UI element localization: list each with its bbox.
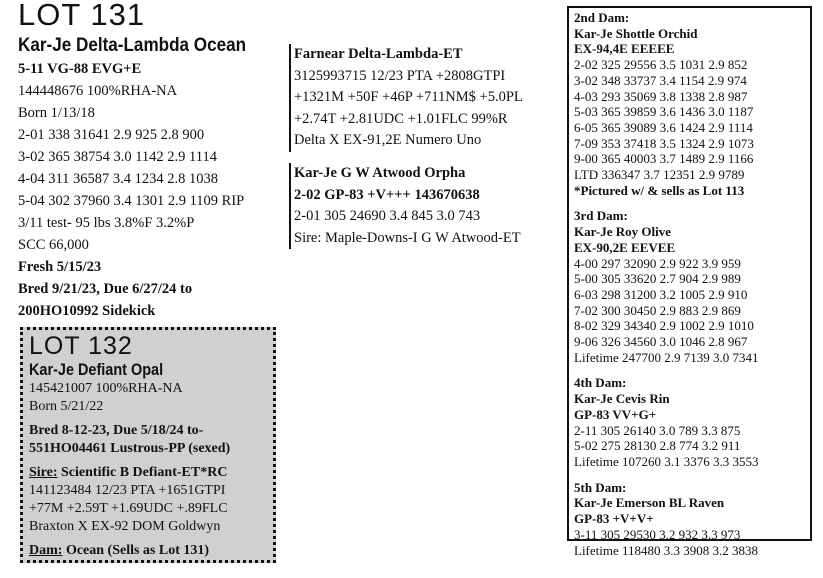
dam2-record: 6-05 365 39089 3.6 1424 2.9 1114: [574, 119, 753, 135]
lot-131-bred: Bred 9/21/23, Due 6/27/24 to: [18, 281, 193, 297]
lot-132-dam-text: Ocean (Sells as Lot 131): [62, 543, 210, 558]
lot-131-test: 3/11 test- 95 lbs 3.8%F 3.2%P: [18, 215, 195, 231]
dam2-record: 2-02 325 29556 3.5 1031 2.9 852: [574, 57, 748, 73]
lot-132-registration: 145421007 100%RHA-NA: [29, 381, 183, 396]
dam2-record: 3-02 348 33737 3.4 1154 2.9 974: [574, 72, 747, 88]
dam5-record: Lifetime 118480 3.3 3908 3.2 3838: [574, 542, 759, 558]
lot-132-sire-name: Scientific B Defiant-ET*RC: [57, 465, 228, 480]
dam-sire: Sire: Maple-Downs-I G W Atwood-ET: [294, 229, 521, 246]
lot-132-sire-line: Braxton X EX-92 DOM Goldwyn: [29, 519, 221, 534]
lot-131-record: 2-01 338 31641 2.9 925 2.8 900: [18, 127, 205, 143]
lot-132-details: [29, 380, 230, 560]
dam2-note: *Pictured w/ & sells as Lot 113: [574, 182, 745, 198]
dam3-record: Lifetime 247700 2.9 7139 3.0 7341: [574, 349, 759, 365]
dam3-record: 4-00 297 32090 2.9 922 3.9 959: [574, 255, 741, 271]
lot-131-title: LOT 131: [18, 0, 146, 32]
lot-132-dam: [29, 542, 230, 560]
sire-line: +1321M +50F +46P +711NM$ +5.0PL: [294, 89, 523, 105]
dam3-record: 8-02 329 34340 2.9 1002 2.9 1010: [574, 318, 754, 334]
dam5-heading: 5th Dam:: [574, 479, 627, 495]
dam2-classification: EX-94,4E EEEEE: [574, 41, 675, 57]
dam-record: 2-01 305 24690 3.4 845 3.0 743: [294, 208, 481, 224]
sire-block: [289, 44, 523, 152]
lot-132-animal-name: Kar-Je Defiant Opal: [29, 360, 164, 379]
dam2-record: 4-03 293 35069 3.8 1338 2.8 987: [574, 88, 748, 104]
pedigree-box: [567, 6, 812, 558]
lot-132-title: LOT 132: [29, 332, 133, 360]
sire-line: 3125993715 12/23 PTA +2808GTPI: [294, 67, 506, 84]
sire-line: +2.74T +2.81UDC +1.01FLC 99%R: [294, 110, 508, 127]
dam4-record: 5-02 275 28130 2.8 774 3.2 911: [574, 438, 741, 454]
pedigree-details: [574, 10, 759, 558]
lot-131-classification: 5-11 VG-88 EVG+E: [18, 61, 142, 77]
dam5-record: 3-11 305 29530 3.2 932 3.3 973: [574, 526, 741, 542]
dam5-name: Kar-Je Emerson BL Raven: [574, 495, 725, 511]
lot-132-sire-line: 141123484 12/23 PTA +1651GTPI: [29, 483, 226, 498]
dam4-record: 2-11 305 26140 3.0 789 3.3 875: [574, 422, 741, 438]
dam2-name: Kar-Je Shottle Orchid: [574, 25, 698, 41]
lot-131-record: 3-02 365 38754 3.0 1142 2.9 1114: [18, 149, 217, 165]
dam2-record: LTD 336347 3.7 12351 2.9 9789: [574, 167, 745, 183]
dam2-record: 7-09 353 37418 3.5 1324 2.9 1073: [574, 135, 754, 151]
lot-131-registration: 144448676 100%RHA-NA: [18, 83, 178, 99]
dam2-record: 5-03 365 39859 3.6 1436 3.0 1187: [574, 104, 754, 120]
dam3-record: 9-06 326 34560 3.0 1046 2.8 967: [574, 334, 748, 350]
lot-131-born: Born 1/13/18: [18, 105, 95, 121]
lot-132-sire: [29, 464, 230, 482]
dam4-record: Lifetime 107260 3.1 3376 3.3 3553: [574, 453, 759, 469]
dam2-record: 9-00 365 40003 3.7 1489 2.9 1166: [574, 151, 754, 167]
dam4-classification: GP-83 VV+G+: [574, 406, 657, 422]
dam3-classification: EX-90,2E EEVEE: [574, 239, 676, 255]
lot-131-scc: SCC 66,000: [18, 237, 89, 253]
dam-name: Kar-Je G W Atwood Orpha: [294, 165, 466, 181]
sire-line: Delta X EX-91,2E Numero Uno: [294, 132, 482, 148]
dam-classification: 2-02 GP-83 +V+++ 143670638: [294, 186, 480, 203]
dam2-heading: 2nd Dam:: [574, 10, 630, 25]
lot-131-details: [18, 58, 244, 322]
lot-131-service-sire: 200HO10992 Sidekick: [18, 303, 156, 319]
lot-131-animal-name: Kar-Je Delta-Lambda Ocean: [18, 35, 247, 56]
lot-132-sire-label: Sire:: [29, 465, 58, 480]
lot-131-fresh: Fresh 5/15/23: [18, 259, 102, 275]
lot-131-record: 4-04 311 36587 3.4 1234 2.8 1038: [18, 171, 219, 187]
lot-132-service-sire: 551HO04461 Lustrous-PP (sexed): [29, 441, 231, 456]
dam3-name: Kar-Je Roy Olive: [574, 224, 671, 240]
lot-131-record: 5-04 302 37960 3.4 1301 2.9 1109 RIP: [18, 193, 245, 209]
dam3-record: 5-00 305 33620 2.7 904 2.9 989: [574, 271, 741, 287]
dam4-heading: 4th Dam:: [574, 375, 627, 391]
dam-block: [289, 163, 521, 249]
lot-132-bred: Bred 8-12-23, Due 5/18/24 to-: [29, 423, 204, 438]
dam3-heading: 3rd Dam:: [574, 208, 628, 224]
lot-132-sire-line: +77M +2.59T +1.69UDC +.89FLC: [29, 501, 228, 516]
dam5-classification: GP-83 +V+V+: [574, 511, 654, 527]
lot-132-dam-label: Dam:: [29, 543, 63, 558]
dam4-name: Kar-Je Cevis Rin: [574, 391, 670, 407]
sire-name: Farnear Delta-Lambda-ET: [294, 46, 463, 62]
dam3-record: 6-03 298 31200 3.2 1005 2.9 910: [574, 286, 748, 302]
dam3-record: 7-02 300 30450 2.9 883 2.9 869: [574, 302, 741, 318]
lot-132-box: [20, 327, 276, 563]
lot-132-born: Born 5/21/22: [29, 399, 104, 414]
